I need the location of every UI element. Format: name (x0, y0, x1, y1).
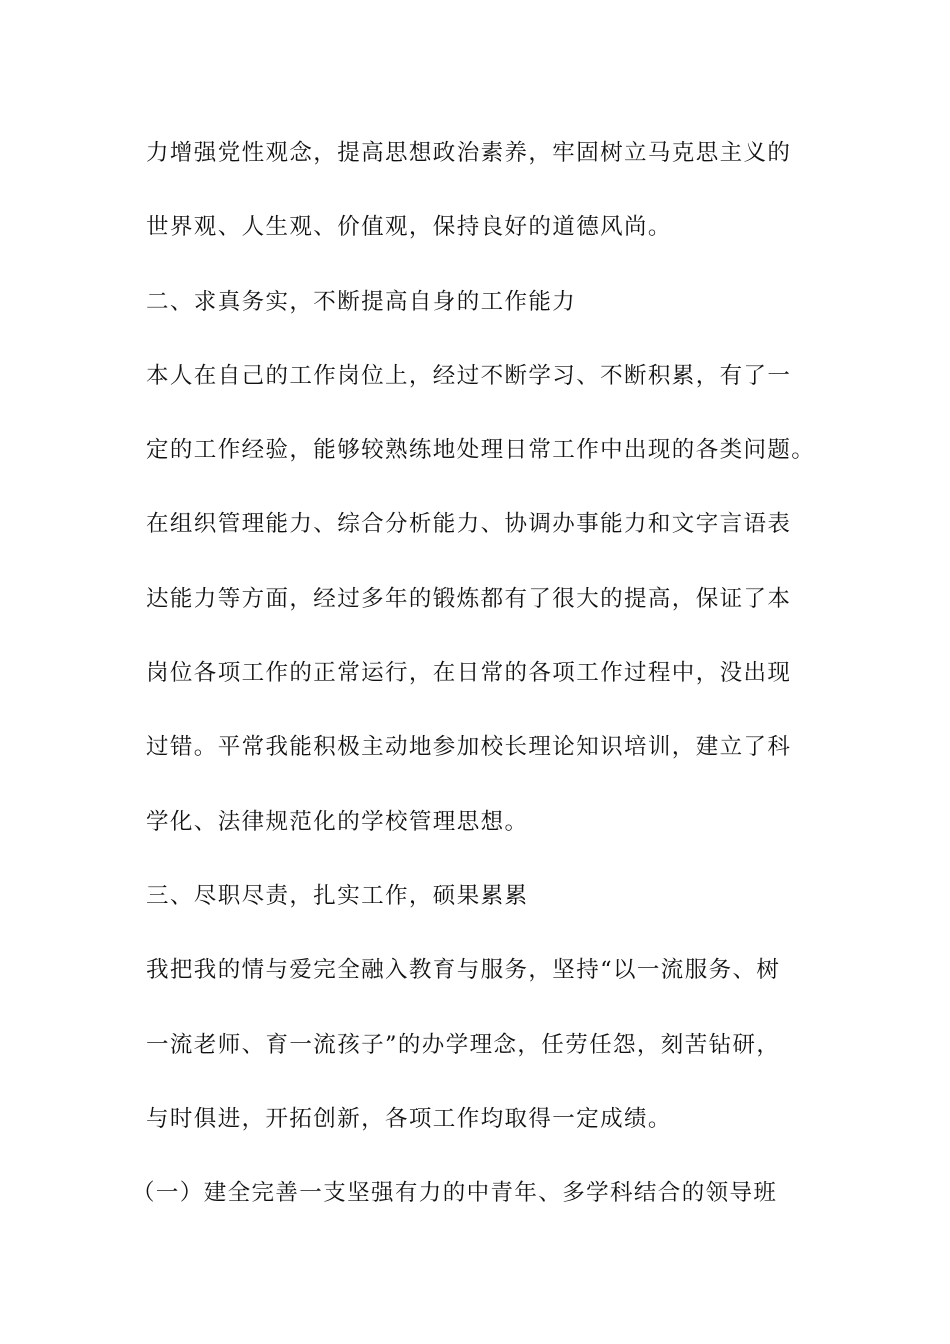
text-line-12: 我把我的情与爱完全融入教育与服务，坚持“以一流服务、树 (146, 957, 781, 984)
text-line-10: 学化、法律规范化的学校管理思想。 (146, 808, 529, 835)
text-line-5: 定的工作经验，能够较熟练地处理日常工作中出现的各类问题。 (146, 437, 816, 464)
subsection-heading-1: （一）建全完善一支坚强有力的中青年、多学科结合的领导班 (132, 1180, 778, 1207)
text-line-4: 本人在自己的工作岗位上，经过不断学习、不断积累，有了一 (146, 362, 792, 389)
text-line-7: 达能力等方面，经过多年的锻炼都有了很大的提高，保证了本 (146, 585, 792, 612)
text-line-14: 与时俱进，开拓创新，各项工作均取得一定成绩。 (146, 1105, 672, 1132)
text-line-9: 过错。平常我能积极主动地参加校长理论知识培训，建立了科 (146, 734, 792, 761)
text-line-13: 一流老师、育一流孩子”的办学理念，任劳任怨，刻苦钻研， (146, 1031, 781, 1058)
document-body (132, 128, 826, 1242)
text-line-8: 岗位各项工作的正常运行，在日常的各项工作过程中，没出现 (146, 660, 792, 687)
section-heading-2: 二、求真务实，不断提高自身的工作能力 (146, 288, 577, 315)
text-line-1: 力增强党性观念，提高思想政治素养，牢固树立马克思主义的 (146, 140, 792, 166)
section-heading-3: 三、尽职尽责，扎实工作，硕果累累 (146, 882, 529, 909)
text-line-2: 世界观、人生观、价值观，保持良好的道德风尚。 (146, 214, 672, 241)
text-line-6: 在组织管理能力、综合分析能力、协调办事能力和文字言语表 (146, 511, 792, 538)
